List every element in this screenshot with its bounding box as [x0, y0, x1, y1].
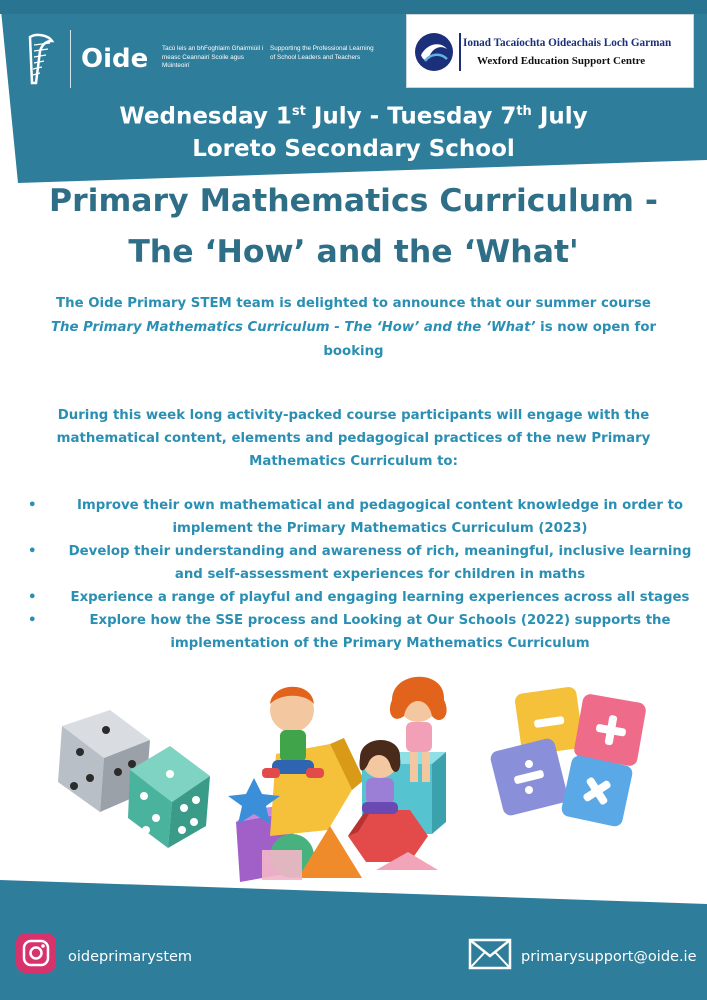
- date-end-month: July: [531, 103, 588, 130]
- event-details: [0, 96, 707, 165]
- wave-logo-icon: [413, 31, 455, 73]
- brand-irish-tagline: Tacú leis an bhFoghlaim Ghairmiúil i measc Ceannairí Scoile agus Múinteoirí: [162, 45, 264, 69]
- intro-line1: The Oide Primary STEM team is delighted to announce that our summer course: [56, 296, 651, 311]
- list-item: [24, 586, 696, 609]
- course-intro: [20, 292, 687, 364]
- date-range-mid: July - Tuesday 7: [305, 103, 517, 130]
- course-description: During this week long activity-packed course participants will engage with the mathematical content, elements and pedagogical practices of the new Primary Mathematics Curriculum to:: [56, 408, 651, 469]
- date-start-suffix: st: [291, 104, 306, 119]
- objectives-list: [24, 494, 696, 655]
- course-title-line2: The ‘How’ and the ‘What': [128, 234, 579, 270]
- bullet: •: [28, 544, 37, 559]
- math-operation-cards-icon: [489, 686, 647, 828]
- partner-english-name: Wexford Education Support Centre: [477, 55, 646, 67]
- event-dates: [0, 96, 707, 133]
- list-item: [24, 540, 696, 586]
- objective-text: Explore how the SSE process and Looking at Our Schools (2022) supports the implementation of the Primary Mathematics Curriculum: [89, 613, 671, 651]
- maths-illustration: [0, 660, 707, 900]
- date-end-suffix: th: [516, 104, 532, 119]
- intro-tail: is now open for booking: [323, 320, 657, 359]
- date-start: Wednesday 1: [119, 103, 292, 130]
- oide-logo: [22, 30, 148, 88]
- footer-band: [0, 870, 707, 1000]
- objective-text: Improve their own mathematical and pedagogical content knowledge in order to implement the Primary Mathematics Curriculum (2023): [76, 498, 684, 536]
- brand-english-tagline: Supporting the Professional Learning of School Leaders and Teachers: [270, 45, 374, 61]
- bullet: •: [28, 613, 37, 628]
- objective-text: Develop their understanding and awareness of rich, meaningful, inclusive learning and self-assessment experiences for children in maths: [68, 544, 692, 582]
- instagram-icon[interactable]: [16, 933, 56, 973]
- list-item: [24, 494, 696, 540]
- brand-name: Oide: [81, 44, 149, 74]
- course-title-line1: Primary Mathematics Curriculum -: [49, 183, 658, 219]
- harp-icon: [22, 31, 58, 87]
- envelope-icon[interactable]: [468, 938, 512, 970]
- event-venue: Loreto Secondary School: [192, 135, 515, 162]
- partner-irish-name: Ionad Tacaíochta Oideachais Loch Garman: [463, 37, 672, 49]
- course-title: [20, 176, 687, 278]
- bullet: •: [28, 590, 37, 605]
- bullet: •: [28, 498, 37, 513]
- list-item: [24, 609, 696, 655]
- objective-text: Experience a range of playful and engaging learning experiences across all stages: [70, 590, 690, 605]
- instagram-handle[interactable]: oideprimarystem: [68, 949, 193, 965]
- partner-divider: [459, 33, 461, 71]
- intro-course-name: The Primary Mathematics Curriculum - The ‘How’ and the ‘What’: [50, 320, 536, 335]
- contact-email[interactable]: primarysupport@oide.ie: [521, 949, 697, 965]
- brand-divider: [70, 30, 71, 88]
- partner-logo-box: [406, 14, 694, 88]
